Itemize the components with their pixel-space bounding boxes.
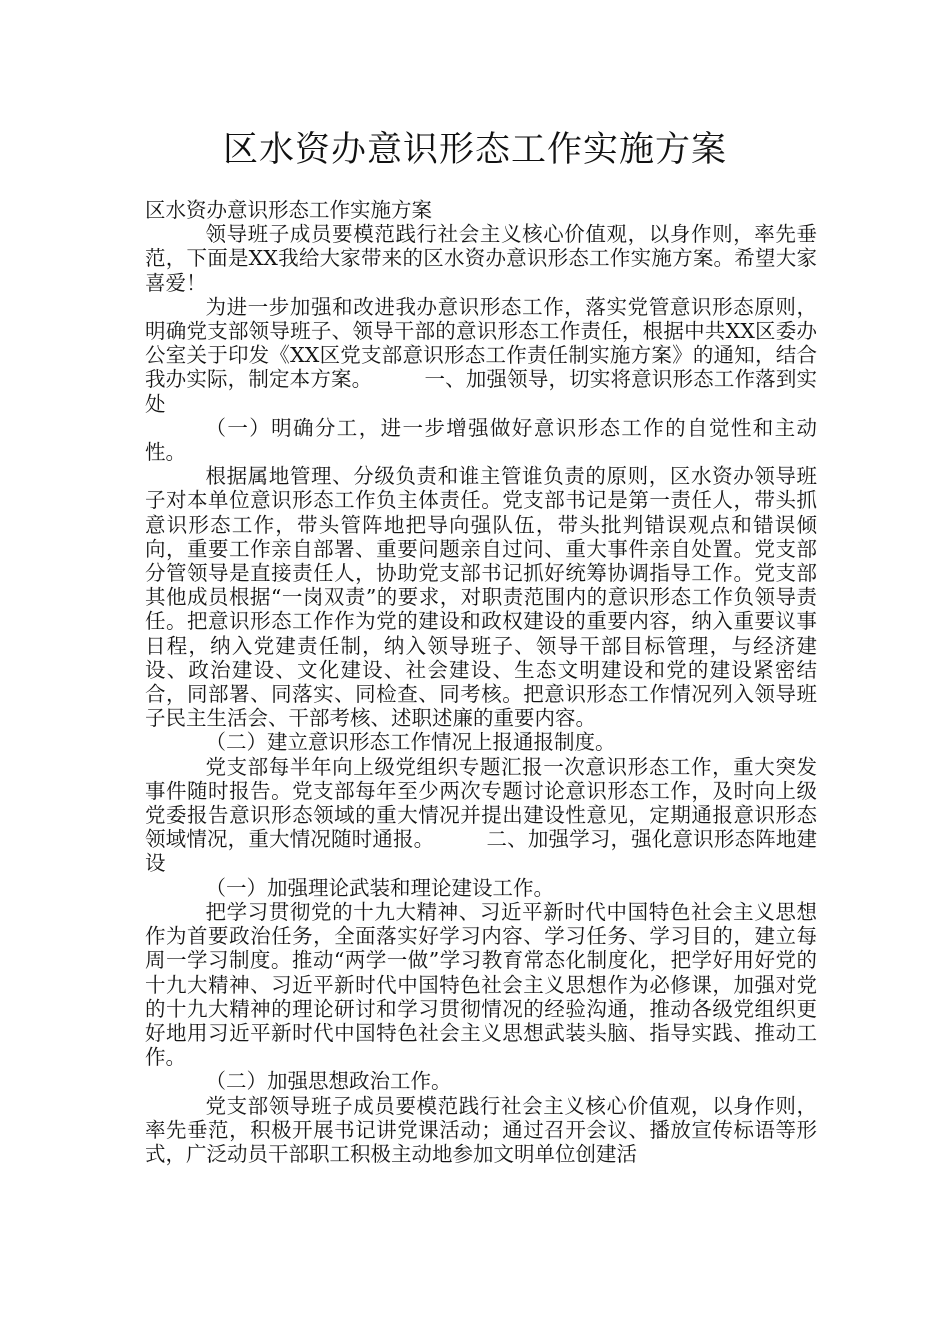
reporting-paragraph: [145, 755, 817, 876]
subsection-heading-2-2: （二）加强思想政治工作。: [205, 1069, 452, 1094]
section-heading-2: 二、加强学习，强化意识形态阵地建设: [145, 827, 818, 876]
study-paragraph: 把学习贯彻党的十九大精神、习近平新时代中国特色社会主义思想作为首要政治任务，全面落实好学习内容、学习任务、学习目的，建立每周一学习制度。推动“两学一做”学习教育常态化制度化，把学好用好党的十九大精神、习近平新时代中国特色社会主义思想作为必修课，加强对党的十九大精神的理论研讨和学习贯彻情况的经验沟通，推动各级党组织更好地用习近平新时代中国特色社会主义思想武装头脑、指导实践、推动工作。: [145, 899, 817, 1070]
purpose-text: 为进一步加强和改进我办意识形态工作，落实党管意识形态原则，明确党支部领导班子、领导干部的意识形态工作责任，根据中共XX区委办公室关于印发《XX区党支部意识形态工作责任制实施方案》的通知，结合我办实际，制定本方案。: [145, 294, 817, 392]
responsibility-paragraph: 根据属地管理、分级负责和谁主管谁负责的原则，区水资办领导班子对本单位意识形态工作负主体责任。党支部书记是第一责任人，带头抓意识形态工作，带头管阵地把导向强队伍，带头批判错误观点和错误倾向，重要工作亲自部署、重要问题亲自过问、重大事件亲自处置。党支部分管领导是直接责任人，协助党支部书记抓好统筹协调指导工作。党支部其他成员根据“一岗双责”的要求，对职责范围内的意识形态工作负领导责任。把意识形态工作作为党的建设和政权建设的重要内容，纳入重要议事日程，纳入党建责任制，纳入领导班子、领导干部目标管理，与经济建设、政治建设、文化建设、社会建设、生态文明建设和党的建设紧密结合，同部署、同落实、同检查、同考核。把意识形态工作情况列入领导班子民主生活会、干部考核、述职述廉的重要内容。: [145, 464, 817, 731]
document-subtitle: 区水资办意识形态工作实施方案: [145, 198, 432, 222]
document-body: [145, 198, 817, 1166]
political-work-paragraph: 党支部领导班子成员要模范践行社会主义核心价值观，以身作则，率先垂范，积极开展书记讲党课活动；通过召开会议、播放宣传标语等形式，广泛动员干部职工积极主动地参加文明单位创建活: [145, 1093, 817, 1166]
subsection-heading-1-1: （一）明确分工，进一步增强做好意识形态工作的自觉性和主动性。: [145, 415, 817, 465]
section-heading-1: 一、加强领导，切实将意识形态工作落到实处: [145, 367, 818, 416]
reporting-text: 党支部每半年向上级党组织专题汇报一次意识形态工作，重大突发事件随时报告。党支部每年至少两次专题讨论意识形态工作，及时向上级党委报告意识形态领域的重大情况并提出建设性意见，定期通报意识形态领域情况，重大情况随时通报。: [145, 754, 817, 852]
subsection-heading-1-2: （二）建立意识形态工作情况上报通报制度。: [205, 730, 616, 755]
intro-paragraph: 领导班子成员要模范践行社会主义核心价值观，以身作则，率先垂范，下面是XX我给大家带来的区水资办意识形态工作实施方案。希望大家喜爱！: [145, 222, 817, 295]
document-title: 区水资办意识形态工作实施方案: [222, 130, 727, 170]
subsection-heading-2-1: （一）加强理论武装和理论建设工作。: [205, 875, 554, 900]
purpose-paragraph: [145, 295, 817, 416]
